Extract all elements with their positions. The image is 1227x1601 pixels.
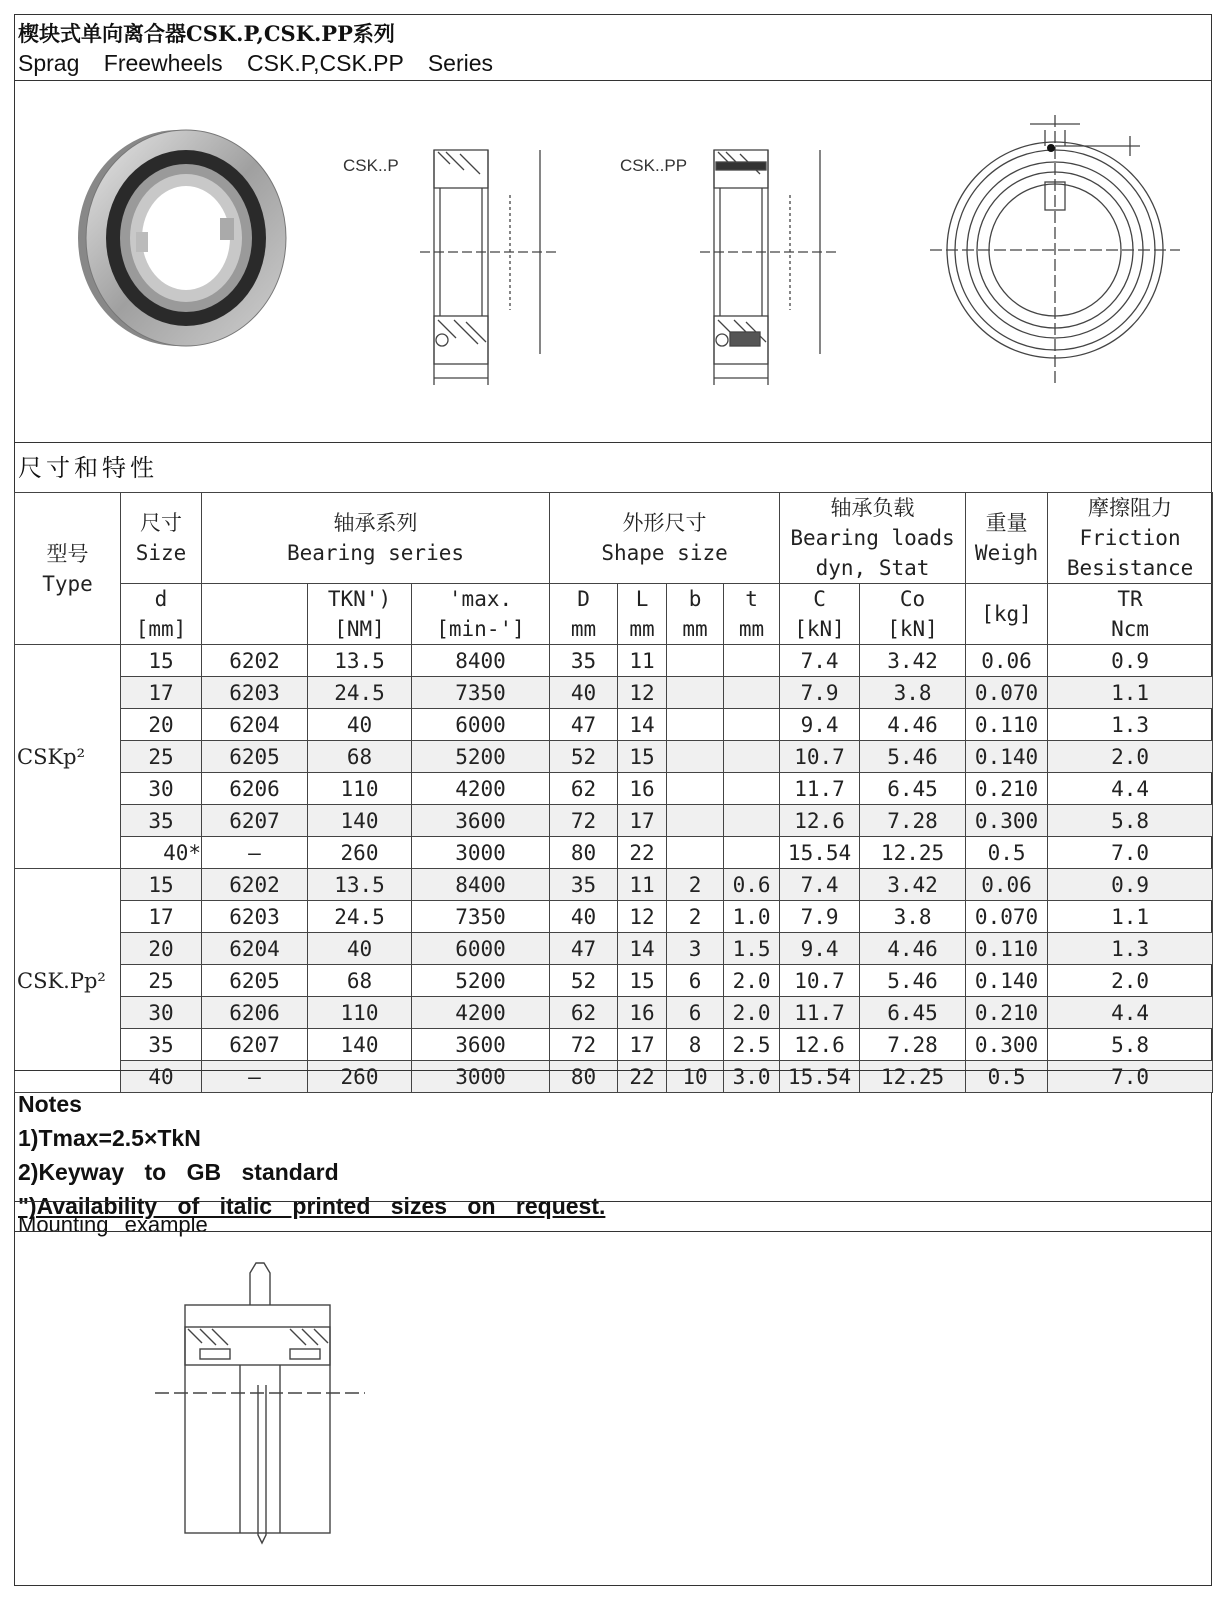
C-cell: 10.7 (780, 965, 860, 997)
header-friction-en1: Friction (1079, 526, 1181, 550)
table-row (15, 645, 1213, 677)
Co-cell: 5.46 (860, 965, 966, 997)
L-cell: 12 (618, 677, 667, 709)
unit-L (618, 584, 667, 645)
table-row (15, 709, 1213, 741)
mounting-label: Mounting example (18, 1212, 208, 1237)
Co-cell: 12.25 (860, 1061, 966, 1093)
bearing-cell: 6205 (202, 741, 308, 773)
tkn-cell: 140 (308, 1029, 412, 1061)
weight-cell: 0.110 (966, 933, 1048, 965)
max-speed-cell: 8400 (412, 869, 550, 901)
D-cell: 35 (550, 869, 618, 901)
header-friction (1048, 493, 1213, 584)
divider (14, 1231, 1212, 1232)
b-cell: 8 (667, 1029, 724, 1061)
max-speed-cell: 3000 (412, 1061, 550, 1093)
tkn-cell: 13.5 (308, 645, 412, 677)
weight-cell: 0.110 (966, 709, 1048, 741)
Co-cell: 4.46 (860, 709, 966, 741)
t-cell: 2.5 (724, 1029, 780, 1061)
table-row (15, 741, 1213, 773)
Co-cell: 3.42 (860, 645, 966, 677)
unit-d-label: d (154, 587, 168, 611)
tkn-cell: 260 (308, 1061, 412, 1093)
mounting-example-drawing (150, 1255, 370, 1545)
max-speed-cell: 7350 (412, 677, 550, 709)
b-cell (667, 709, 724, 741)
t-cell: 3.0 (724, 1061, 780, 1093)
tkn-cell: 24.5 (308, 677, 412, 709)
notes-block (18, 1087, 605, 1223)
unit-L-label: L (635, 587, 649, 611)
table-row (15, 965, 1213, 997)
friction-cell: 1.3 (1048, 933, 1213, 965)
unit-TR (1048, 584, 1213, 645)
csk-p-section-drawing (420, 140, 560, 395)
L-cell: 14 (618, 933, 667, 965)
friction-cell: 4.4 (1048, 997, 1213, 1029)
table-row (15, 805, 1213, 837)
weight-cell: 0.300 (966, 805, 1048, 837)
unit-Co (860, 584, 966, 645)
b-cell (667, 805, 724, 837)
header-weight-en: Weigh (974, 541, 1039, 565)
drawing-label-p: CSK..P (343, 156, 399, 175)
header-loads (780, 493, 966, 584)
friction-cell: 5.8 (1048, 805, 1213, 837)
note-item: 2)Keyway to GB standard (18, 1159, 339, 1185)
front-view-drawing (930, 110, 1180, 390)
max-speed-cell: 8400 (412, 645, 550, 677)
t-cell: 1.5 (724, 933, 780, 965)
divider (14, 442, 1212, 443)
unit-D-mm: mm (570, 617, 597, 641)
drawing-label-pp: CSK..PP (620, 156, 688, 175)
t-cell (724, 741, 780, 773)
tkn-cell: 40 (308, 933, 412, 965)
C-cell: 9.4 (780, 933, 860, 965)
unit-d (121, 584, 202, 645)
unit-t-mm: mm (738, 617, 765, 641)
Co-cell: 3.42 (860, 869, 966, 901)
weight-cell: 0.070 (966, 901, 1048, 933)
D-cell: 72 (550, 1029, 618, 1061)
tkn-cell: 110 (308, 773, 412, 805)
unit-D-label: D (577, 587, 590, 611)
Co-cell: 6.45 (860, 997, 966, 1029)
Co-cell: 3.8 (860, 901, 966, 933)
header-weight-cn: 重量 (985, 511, 1028, 535)
unit-max (412, 584, 550, 645)
friction-cell: 7.0 (1048, 837, 1213, 869)
weight-cell: 0.140 (966, 741, 1048, 773)
title-chinese: 楔块式单向离合器CSK.P,CSK.PP系列 (18, 21, 395, 46)
size-cell: 15 (121, 645, 202, 677)
Co-cell: 5.46 (860, 741, 966, 773)
L-cell: 12 (618, 901, 667, 933)
header-loads-sub: dyn, Stat (815, 556, 930, 580)
weight-cell: 0.070 (966, 677, 1048, 709)
size-cell: 40* (121, 837, 202, 869)
note-item: 1)Tmax=2.5×TkN (18, 1125, 201, 1151)
type-cell: CSK.Pp² (15, 869, 121, 1093)
t-cell (724, 805, 780, 837)
unit-TR-label: TR (1117, 587, 1143, 611)
weight-cell: 0.300 (966, 1029, 1048, 1061)
friction-cell: 2.0 (1048, 965, 1213, 997)
Co-cell: 12.25 (860, 837, 966, 869)
L-cell: 15 (618, 965, 667, 997)
table-row (15, 773, 1213, 805)
friction-cell: 0.9 (1048, 645, 1213, 677)
unit-C-label: C (813, 587, 826, 611)
friction-cell: 0.9 (1048, 869, 1213, 901)
tkn-cell: 24.5 (308, 901, 412, 933)
bearing-cell: 6204 (202, 933, 308, 965)
L-cell: 17 (618, 1029, 667, 1061)
C-cell: 7.4 (780, 869, 860, 901)
b-cell (667, 773, 724, 805)
t-cell (724, 773, 780, 805)
tkn-cell: 140 (308, 805, 412, 837)
C-cell: 7.9 (780, 901, 860, 933)
unit-Co-kn: [kN] (887, 617, 938, 641)
unit-kg: [kg] (966, 584, 1048, 645)
C-cell: 10.7 (780, 741, 860, 773)
max-speed-cell: 4200 (412, 997, 550, 1029)
friction-cell: 5.8 (1048, 1029, 1213, 1061)
friction-cell: 2.0 (1048, 741, 1213, 773)
Co-cell: 7.28 (860, 1029, 966, 1061)
C-cell: 15.54 (780, 837, 860, 869)
unit-max-rpm: [min-'] (436, 617, 525, 641)
size-cell: 35 (121, 805, 202, 837)
bearing-cell: 6203 (202, 901, 308, 933)
bearing-cell: 6206 (202, 773, 308, 805)
bearing-cell: 6207 (202, 805, 308, 837)
header-bearing-cn: 轴承系列 (333, 511, 418, 535)
header-friction-cn: 摩擦阻力 (1088, 496, 1173, 520)
t-cell (724, 709, 780, 741)
L-cell: 11 (618, 645, 667, 677)
weight-cell: 0.06 (966, 869, 1048, 901)
C-cell: 7.4 (780, 645, 860, 677)
L-cell: 11 (618, 869, 667, 901)
unit-tkn-nm: [NM] (334, 617, 385, 641)
section-title: 尺寸和特性 (18, 455, 158, 482)
bearing-photo (70, 120, 300, 360)
header-shape (550, 493, 780, 584)
header-loads-cn: 轴承负载 (830, 496, 915, 520)
note-item: ")Availability of italic printed sizes on request. (18, 1193, 606, 1219)
size-cell: 15 (121, 869, 202, 901)
L-cell: 14 (618, 709, 667, 741)
weight-cell: 0.06 (966, 645, 1048, 677)
header-weight (966, 493, 1048, 584)
unit-d-mm: [mm] (135, 617, 187, 641)
type-cell: CSKp² (15, 645, 121, 869)
size-cell: 20 (121, 709, 202, 741)
size-cell: 17 (121, 677, 202, 709)
D-cell: 62 (550, 773, 618, 805)
size-cell: 17 (121, 901, 202, 933)
friction-cell: 1.3 (1048, 709, 1213, 741)
bearing-cell: 6205 (202, 965, 308, 997)
weight-cell: 0.210 (966, 997, 1048, 1029)
header-loads-en: Bearing loads (790, 526, 955, 550)
bearing-cell: 6203 (202, 677, 308, 709)
table-row (15, 933, 1213, 965)
header-size (121, 493, 202, 584)
header-type (15, 493, 121, 645)
b-cell: 6 (667, 965, 724, 997)
weight-cell: 0.5 (966, 1061, 1048, 1093)
bearing-cell: 6202 (202, 869, 308, 901)
C-cell: 9.4 (780, 709, 860, 741)
Co-cell: 4.46 (860, 933, 966, 965)
b-cell: 3 (667, 933, 724, 965)
weight-cell: 0.140 (966, 965, 1048, 997)
C-cell: 12.6 (780, 1029, 860, 1061)
C-cell: 15.54 (780, 1061, 860, 1093)
table-row (15, 901, 1213, 933)
unit-L-mm: mm (629, 617, 655, 641)
size-cell: 40 (121, 1061, 202, 1093)
max-speed-cell: 3000 (412, 837, 550, 869)
b-cell: 2 (667, 901, 724, 933)
L-cell: 16 (618, 773, 667, 805)
size-cell: 25 (121, 741, 202, 773)
header-bearing-en: Bearing series (287, 541, 465, 565)
D-cell: 62 (550, 997, 618, 1029)
bearing-cell: 6207 (202, 1029, 308, 1061)
bearing-cell: — (202, 837, 308, 869)
tkn-cell: 40 (308, 709, 412, 741)
tkn-cell: 13.5 (308, 869, 412, 901)
header-friction-en2: Besistance (1066, 556, 1194, 580)
size-cell: 35 (121, 1029, 202, 1061)
D-cell: 72 (550, 805, 618, 837)
D-cell: 47 (550, 709, 618, 741)
table-row (15, 1029, 1213, 1061)
size-cell: 20 (121, 933, 202, 965)
b-cell: 6 (667, 997, 724, 1029)
tkn-cell: 260 (308, 837, 412, 869)
b-cell (667, 677, 724, 709)
L-cell: 15 (618, 741, 667, 773)
tkn-cell: 68 (308, 965, 412, 997)
Co-cell: 3.8 (860, 677, 966, 709)
bearing-cell: — (202, 1061, 308, 1093)
C-cell: 11.7 (780, 773, 860, 805)
unit-C-kn: [kN] (794, 617, 845, 641)
b-cell: 2 (667, 869, 724, 901)
D-cell: 40 (550, 901, 618, 933)
header-shape-en: Shape size (601, 541, 728, 565)
unit-C (780, 584, 860, 645)
table-row (15, 869, 1213, 901)
tkn-cell: 110 (308, 997, 412, 1029)
unit-b-mm: mm (682, 617, 708, 641)
unit-max-label: 'max. (448, 587, 513, 611)
header-size-en: Size (135, 541, 187, 565)
table-row (15, 997, 1213, 1029)
b-cell (667, 741, 724, 773)
Co-cell: 6.45 (860, 773, 966, 805)
C-cell: 12.6 (780, 805, 860, 837)
t-cell: 2.0 (724, 965, 780, 997)
size-cell: 25 (121, 965, 202, 997)
D-cell: 40 (550, 677, 618, 709)
max-speed-cell: 5200 (412, 965, 550, 997)
unit-Co-label: Co (899, 587, 926, 611)
D-cell: 47 (550, 933, 618, 965)
unit-tkn (308, 584, 412, 645)
friction-cell: 1.1 (1048, 901, 1213, 933)
t-cell: 1.0 (724, 901, 780, 933)
divider (14, 80, 1212, 81)
max-speed-cell: 5200 (412, 741, 550, 773)
bearing-cell: 6202 (202, 645, 308, 677)
D-cell: 52 (550, 741, 618, 773)
t-cell (724, 677, 780, 709)
header-type-en: Type (42, 571, 93, 596)
header-bearing (202, 493, 550, 584)
unit-tkn-label: TKN') (327, 587, 392, 611)
t-cell (724, 645, 780, 677)
C-cell: 11.7 (780, 997, 860, 1029)
table-row (15, 837, 1213, 869)
spec-table (14, 492, 1213, 1093)
max-speed-cell: 3600 (412, 1029, 550, 1061)
bearing-cell: 6204 (202, 709, 308, 741)
b-cell (667, 837, 724, 869)
max-speed-cell: 6000 (412, 933, 550, 965)
bearing-cell: 6206 (202, 997, 308, 1029)
divider (14, 1070, 1212, 1071)
divider (14, 1201, 1212, 1202)
Co-cell: 7.28 (860, 805, 966, 837)
unit-t-label: t (745, 587, 758, 611)
D-cell: 35 (550, 645, 618, 677)
b-cell (667, 645, 724, 677)
notes-title: Notes (18, 1091, 82, 1117)
title-english: Sprag Freewheels CSK.P,CSK.PP Series (18, 50, 494, 76)
unit-b-label: b (688, 587, 702, 611)
unit-TR-ncm: Ncm (1111, 617, 1149, 641)
t-cell (724, 837, 780, 869)
unit-blank (202, 584, 308, 645)
D-cell: 80 (550, 837, 618, 869)
header-size-cn: 尺寸 (140, 511, 182, 535)
t-cell: 0.6 (724, 869, 780, 901)
max-speed-cell: 3600 (412, 805, 550, 837)
unit-t (724, 584, 780, 645)
size-cell: 30 (121, 997, 202, 1029)
L-cell: 16 (618, 997, 667, 1029)
unit-b (667, 584, 724, 645)
D-cell: 80 (550, 1061, 618, 1093)
max-speed-cell: 4200 (412, 773, 550, 805)
csk-pp-section-drawing (700, 140, 840, 395)
L-cell: 22 (618, 837, 667, 869)
t-cell: 2.0 (724, 997, 780, 1029)
friction-cell: 7.0 (1048, 1061, 1213, 1093)
unit-D (550, 584, 618, 645)
weight-cell: 0.5 (966, 837, 1048, 869)
max-speed-cell: 7350 (412, 901, 550, 933)
D-cell: 52 (550, 965, 618, 997)
header-type-cn: 型号 (46, 541, 89, 566)
L-cell: 17 (618, 805, 667, 837)
tkn-cell: 68 (308, 741, 412, 773)
C-cell: 7.9 (780, 677, 860, 709)
max-speed-cell: 6000 (412, 709, 550, 741)
b-cell: 10 (667, 1061, 724, 1093)
size-cell: 30 (121, 773, 202, 805)
friction-cell: 4.4 (1048, 773, 1213, 805)
L-cell: 22 (618, 1061, 667, 1093)
table-row (15, 677, 1213, 709)
friction-cell: 1.1 (1048, 677, 1213, 709)
weight-cell: 0.210 (966, 773, 1048, 805)
header-shape-cn: 外形尺寸 (622, 511, 707, 535)
